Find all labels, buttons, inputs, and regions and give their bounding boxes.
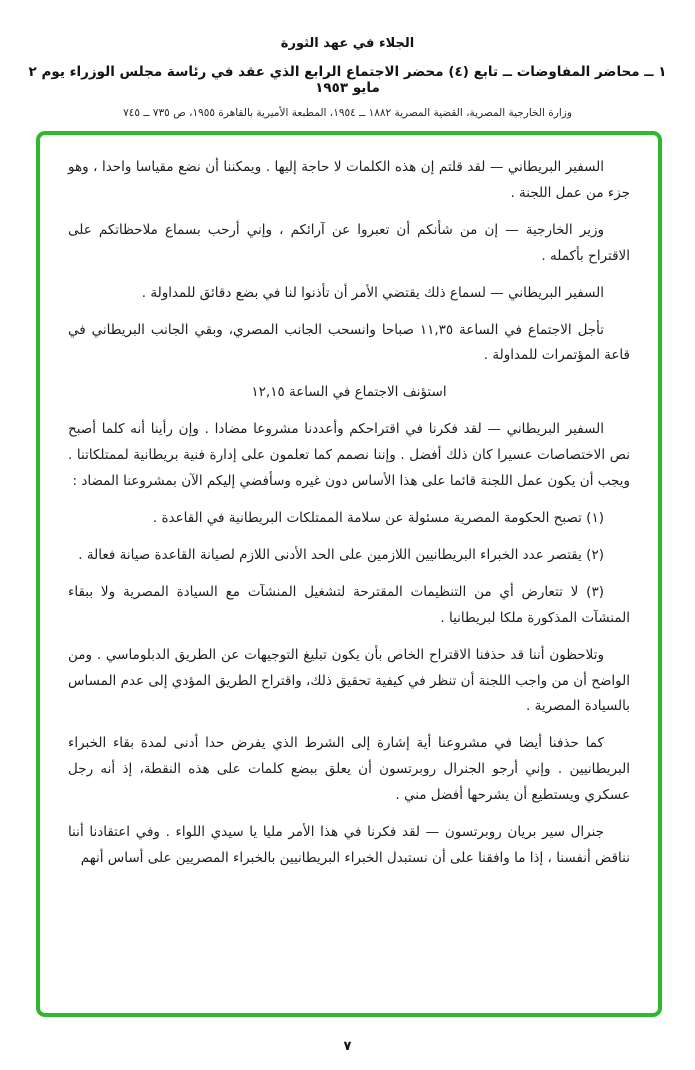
- document-title: الجلاء في عهد الثورة: [280, 36, 415, 51]
- list-item-2: (٢) يقتصر عدد الخبراء البريطانيين اللازمين على الحد الأدنى اللازم لصيانة القاعدة صيانة فعالة .: [78, 546, 604, 563]
- content-box: [36, 131, 662, 1017]
- page-number: ٧: [343, 1039, 352, 1054]
- list-item-3: (٣) لا تتعارض أي من التنظيمات المقترحة لتشغيل المنشآت مع السيادة المصرية ولا ببقاء المنشآت المذكورة ملكا لبريطانيا .: [68, 583, 630, 626]
- paragraph-4: تأجل الاجتماع في الساعة ١١,٣٥ صباحا وانسحب الجانب المصري، وبقي الجانب البريطاني في قاعة المؤتمرات للمداولة .: [68, 321, 630, 364]
- document-subtitle: ١ ــ محاضر المفاوضات ــ تابع (٤) محضر الاجتماع الرابع الذي عقد في رئاسة مجلس الوزراء يوم ٢ مايو ١٩٥٣: [28, 64, 667, 96]
- paragraph-5: السفير البريطاني — لقد فكرنا في اقتراحكم وأعددنا مشروعا مضادا . وإن رأينا أنه كلما أصبح نص الاختصاصات عسيرا كان ذلك أفضل . وإننا نصمم كما تعلمون على إدارة فنية بريطانية لممتلكاتنا . ويجب أن يكون عمل اللجنة قائما على هذا الأساس دون غيره وسأفضي إليكم الآن بمشروعنا المضاد :: [68, 421, 630, 490]
- paragraph-2: وزير الخارجية — إن من شأنكم أن تعبروا عن آرائكم ، وإني أرحب بسماع ملاحظاتكم على الاقتراح بأكمله .: [68, 221, 630, 264]
- list-item-1: (١) تصبح الحكومة المصرية مسئولة عن سلامة الممتلكات البريطانية في القاعدة .: [152, 509, 604, 526]
- paragraph-8: جنرال سير بريان روبرتسون — لقد فكرنا في هذا الأمر مليا يا سيدي اللواء . وفي اعتقادنا أننا نناقض أنفسنا ، إذا ما وافقنا على أن نستبدل الخبراء البريطانيين بالخبراء المصريين على أساس أنهم: [68, 824, 630, 866]
- paragraph-session-resumed: استؤنف الاجتماع في الساعة ١٢,١٥: [251, 384, 447, 401]
- source-citation: وزارة الخارجية المصرية، القضية المصرية ١٨٨٢ ــ ١٩٥٤، المطبعة الأميرية بالقاهرة ١٩٥٥، ص ٧٣٥ ــ ٧٤٥: [123, 107, 572, 119]
- paragraph-1: السفير البريطاني — لقد قلتم إن هذه الكلمات لا حاجة إليها . ويمكننا أن نضع مقياسا واحدا ، وهو جزء من عمل اللجنة .: [68, 159, 630, 201]
- paragraph-3: السفير البريطاني — لسماع ذلك يقتضي الأمر أن تأذنوا لنا في بضع دقائق للمداولة .: [141, 284, 604, 301]
- paragraph-6: وتلاحظون أننا قد حذفنا الاقتراح الخاص بأن يكون تبليغ التوجيهات عن الطريق الدبلوماسي . ومن الواضح أن من واجب اللجنة أن تنظر في كيفية تحقيق ذلك، واقتراح الطريق المؤدي إلى عدم المساس بالسيادة المصرية .: [68, 646, 630, 715]
- page-header: [0, 0, 695, 119]
- paragraph-7: كما حذفنا أيضا في مشروعنا أية إشارة إلى الشرط الذي يفرض حدا أدنى لمدة بقاء الخبراء البريطانيين . وإني أرجو الجنرال روبرتسون أن يعلق ببضع كلمات على هذه النقطة، إذ أنه رجل عسكري ويستطيع أن يشرحها أفضل مني .: [68, 735, 630, 804]
